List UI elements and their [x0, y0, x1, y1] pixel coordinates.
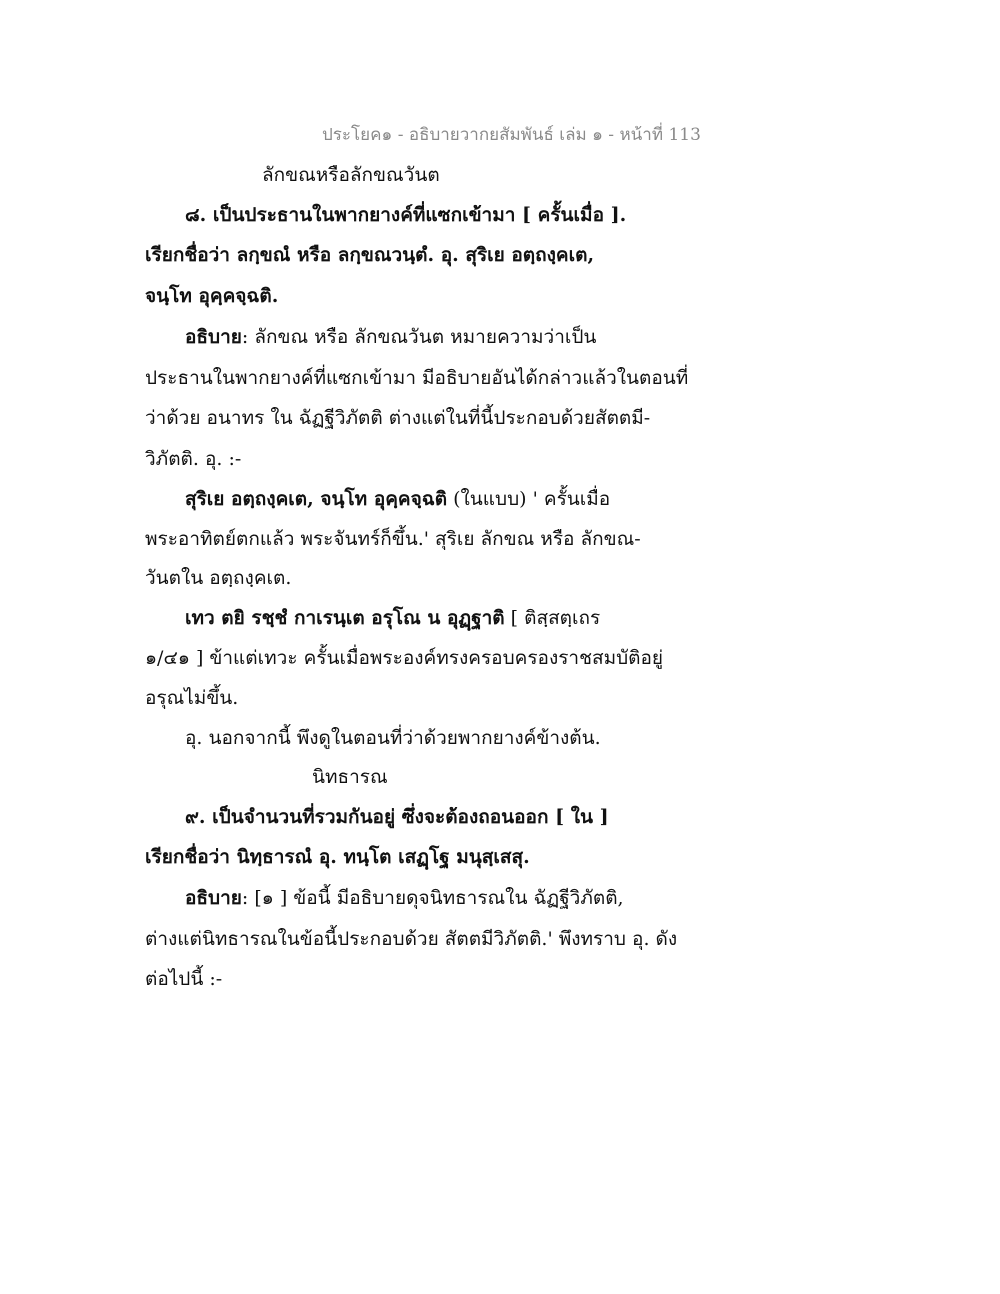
text-line-13	[145, 644, 663, 672]
page-header: ประโยค๑ - อธิบายวากยสัมพันธ์ เล่ม ๑ - หน้าที่ 113	[322, 125, 701, 145]
text-line-2	[185, 201, 626, 229]
text-segment: วิภัตติ. อุ. :-	[145, 448, 242, 470]
text-segment: ประธานในพากยางค์ที่แซกเข้ามา มีอธิบายอันได้กล่าวแล้วในตอนที่	[145, 367, 689, 389]
text-line-3	[145, 241, 594, 269]
text-segment: ว่าด้วย อนาทร ใน ฉัฏฐีวิภัตติ ต่างแต่ในที่นี้ประกอบด้วยสัตตมี-	[145, 407, 651, 429]
text-line-14	[145, 684, 238, 712]
bold-text-segment: สุริเย อตฺถงฺคเต, จนฺโท อุคฺคจฺฉติ	[185, 488, 448, 510]
text-segment: : [๑ ] ข้อนี้ มีอธิบายดุจนิทธารณใน ฉัฏฐีวิภัตติ,	[241, 887, 624, 909]
text-line-12	[185, 604, 600, 632]
text-segment: ๑/๔๑ ] ข้าแต่เทวะ ครั้นเมื่อพระองค์ทรงครอบครองราชสมบัติอยู่	[145, 647, 664, 669]
text-segment: ต่างแต่นิทธารณในข้อนี้ประกอบด้วย สัตตมีวิภัตติ.' พึงทราบ อุ. ดัง	[145, 928, 678, 950]
bold-text-segment: จนฺโท อุคฺคจฺฉติ.	[145, 285, 279, 307]
text-segment: (ในแบบ) ' ครั้นเมื่อ	[447, 488, 611, 510]
bold-text-segment: เรียกชื่อว่า นิทฺธารณํ อุ. ทนฺโต เสฏฺโฐ มนุสฺเสสุ.	[145, 846, 530, 868]
text-line-9	[185, 485, 610, 513]
text-line-11	[145, 564, 291, 592]
bold-text-segment: ๘. เป็นประธานในพากยางค์ที่แซกเข้ามา [ ครั้นเมื่อ ].	[185, 204, 627, 226]
text-segment: นิทธารณ	[312, 766, 388, 788]
text-line-7	[145, 404, 650, 432]
bold-text-segment: อธิบาย	[185, 326, 242, 348]
text-line-18	[145, 843, 530, 871]
bold-text-segment: เรียกชื่อว่า ลกฺขณํ หรือ ลกฺขณวนฺตํ. อุ. สุริเย อตฺถงฺคเต,	[145, 244, 595, 266]
text-line-15	[185, 724, 601, 752]
text-line-4	[145, 282, 278, 310]
text-line-21	[145, 965, 222, 993]
text-segment: อรุณไม่ขึ้น.	[145, 687, 239, 709]
text-line-17	[185, 803, 609, 831]
text-segment: [ ติสฺสตฺเถร	[504, 607, 601, 629]
text-line-6	[145, 364, 688, 392]
text-line-8	[145, 445, 241, 473]
text-segment: : ลักขณ หรือ ลักขณวันต หมายความว่าเป็น	[241, 326, 597, 348]
text-segment: พระอาทิตย์ตกแล้ว พระจันทร์ก็ขึ้น.' สุริเย ลักขณ หรือ ลักขณ-	[145, 528, 641, 550]
bold-text-segment: เทว ตยิ รชฺชํ กาเรนฺเต อรุโณ น อุฏฺฐาติ	[185, 607, 505, 629]
bold-text-segment: ๙. เป็นจำนวนที่รวมกันอยู่ ซึ่งจะต้องถอนออก [ ใน ]	[185, 806, 609, 828]
text-line-20	[145, 925, 677, 953]
text-segment: ลักขณหรือลักขณวันต	[262, 164, 440, 186]
text-segment: อุ. นอกจากนี้ พึงดูในตอนที่ว่าด้วยพากยางค์ข้างต้น.	[185, 727, 601, 749]
text-line-19	[185, 884, 624, 912]
bold-text-segment: อธิบาย	[185, 887, 242, 909]
text-line-5	[185, 323, 596, 351]
text-segment: ต่อไปนี้ :-	[145, 968, 223, 990]
text-line-1	[262, 161, 440, 189]
text-line-16	[312, 763, 388, 791]
text-line-10	[145, 525, 641, 553]
text-segment: วันตใน อตฺถงฺคเต.	[145, 567, 292, 589]
